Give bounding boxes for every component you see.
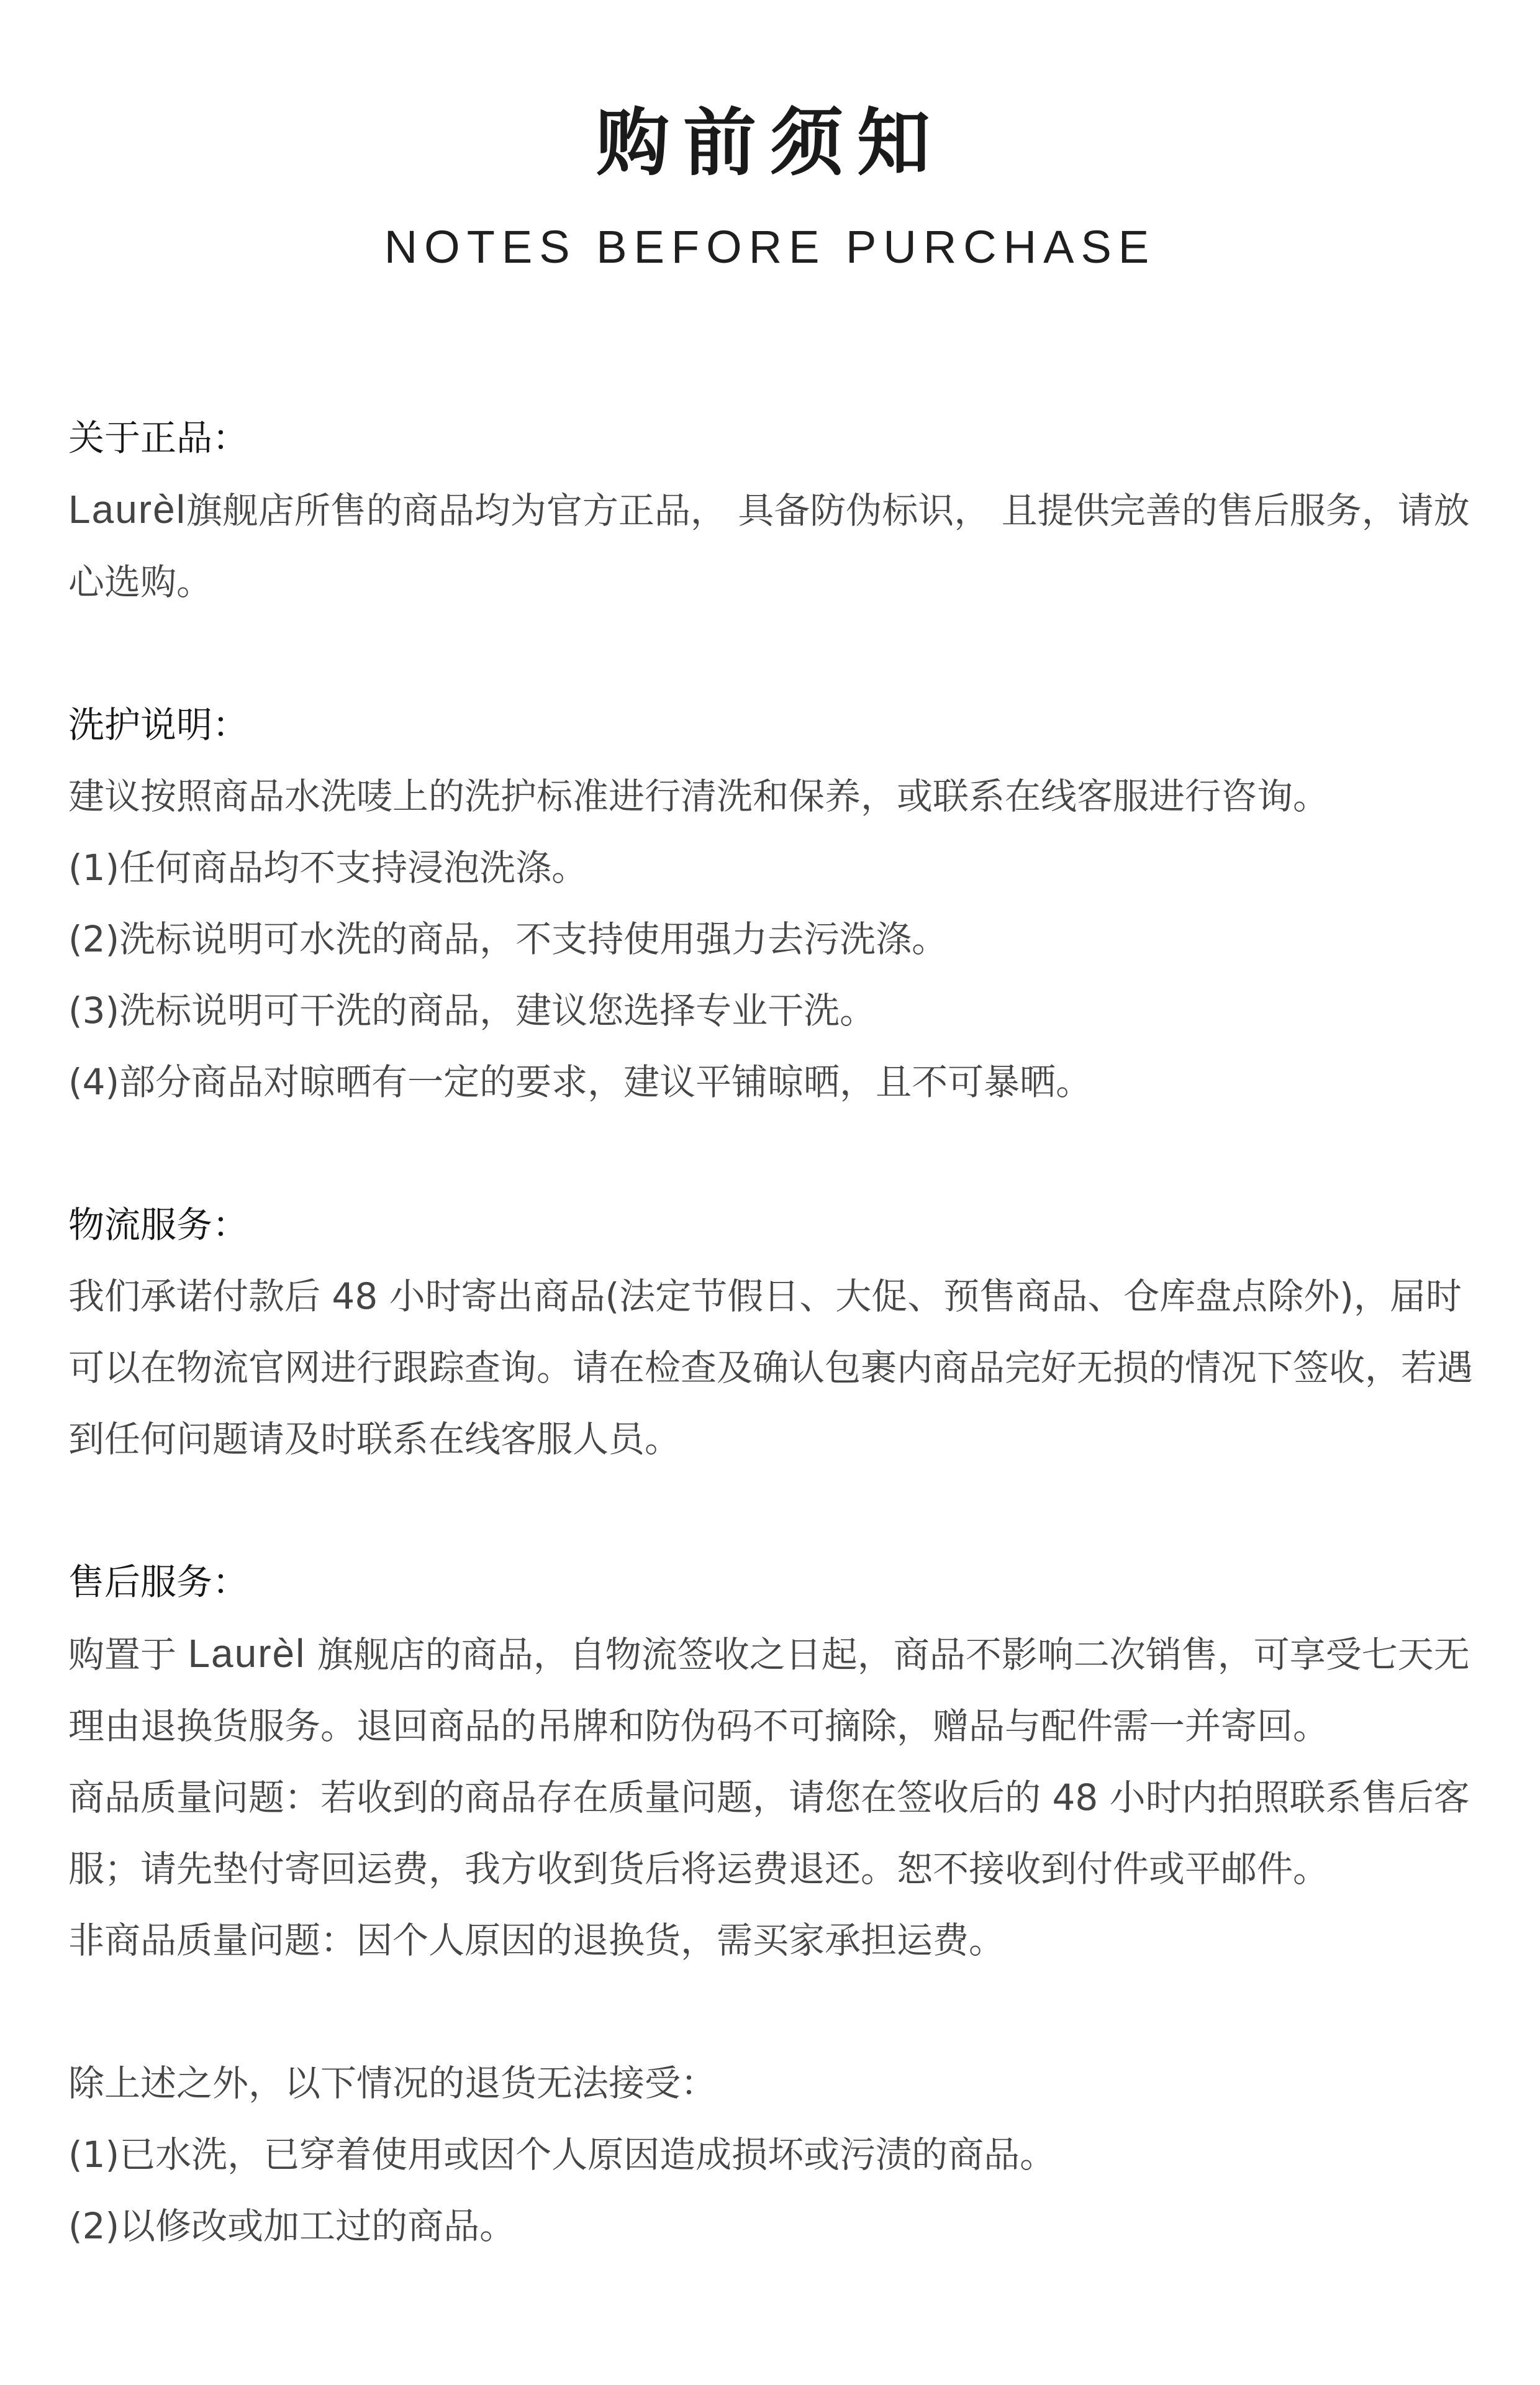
paragraph-text: 除上述之外，以下情况的退货无法接受： <box>68 2062 717 2104</box>
section-heading: 售后服务： <box>68 1561 249 1603</box>
section-heading: 洗护说明： <box>68 704 249 746</box>
brand-logo: Laurèl <box>188 1631 306 1676</box>
list-item: (3)洗标说明可干洗的商品，建议您选择专业干洗。 <box>68 989 876 1032</box>
page-title: 购前须知 <box>596 100 944 186</box>
section-paragraph <box>68 474 1478 618</box>
paragraph-text: 我们承诺付款后 48 小时寄出商品(法定节假日、大促、预售商品、仓库盘点除外)，届时可以在物流官网进行跟踪查询。请在检查及确认包裹内商品完好无损的情况下签收，若遇到任何问题请及时联系在线客服人员。 <box>68 1275 1474 1460</box>
paragraph-text: 旗舰店所售的商品均为官方正品， 具备防伪标识， 且提供完善的售后服务，请放心选购。 <box>68 489 1470 603</box>
list-item: (2)洗标说明可水洗的商品，不支持使用强力去污洗涤。 <box>68 918 948 960</box>
paragraph-text: 商品质量问题：若收到的商品存在质量问题，请您在签收后的 48 小时内拍照联系售后客服；请先垫付寄回运费，我方收到货后将运费退还。恕不接收到付件或平邮件。 <box>68 1776 1470 1890</box>
list-item: (4)部分商品对晾晒有一定的要求，建议平铺晾晒，且不可暴晒。 <box>68 1061 1092 1103</box>
section-care-instructions <box>68 689 1478 1118</box>
paragraph-text: 购置于 <box>68 1633 188 1676</box>
section-paragraph <box>68 1618 1478 1762</box>
paragraph-text: 非商品质量问题：因个人原因的退换货，需买家承担运费。 <box>68 1919 1005 1961</box>
section-heading: 关于正品： <box>68 417 249 459</box>
paragraph-text: 建议按照商品水洗唛上的洗护标准进行清洗和保养，或联系在线客服进行咨询。 <box>68 775 1329 817</box>
paragraph-text: 旗舰店的商品，自物流签收之日起，商品不影响二次销售，可享受七天无理由退换货服务。退回商品的吊牌和防伪码不可摘除，赠品与配件需一并寄回。 <box>68 1633 1470 1747</box>
brand-logo: Laurèl <box>68 487 186 532</box>
section-return-exceptions <box>68 2048 1478 2262</box>
notes-content <box>68 402 1478 2262</box>
section-heading: 物流服务： <box>68 1204 249 1246</box>
page-subtitle: NOTES BEFORE PURCHASE <box>384 221 1156 273</box>
section-authenticity <box>68 402 1478 618</box>
section-after-sales <box>68 1547 1478 1976</box>
list-item: (2)以修改或加工过的商品。 <box>68 2205 516 2247</box>
section-logistics <box>68 1189 1478 1475</box>
list-item: (1)已水洗，已穿着使用或因个人原因造成损坏或污渍的商品。 <box>68 2133 1056 2176</box>
list-item: (1)任何商品均不支持浸泡洗涤。 <box>68 847 588 889</box>
